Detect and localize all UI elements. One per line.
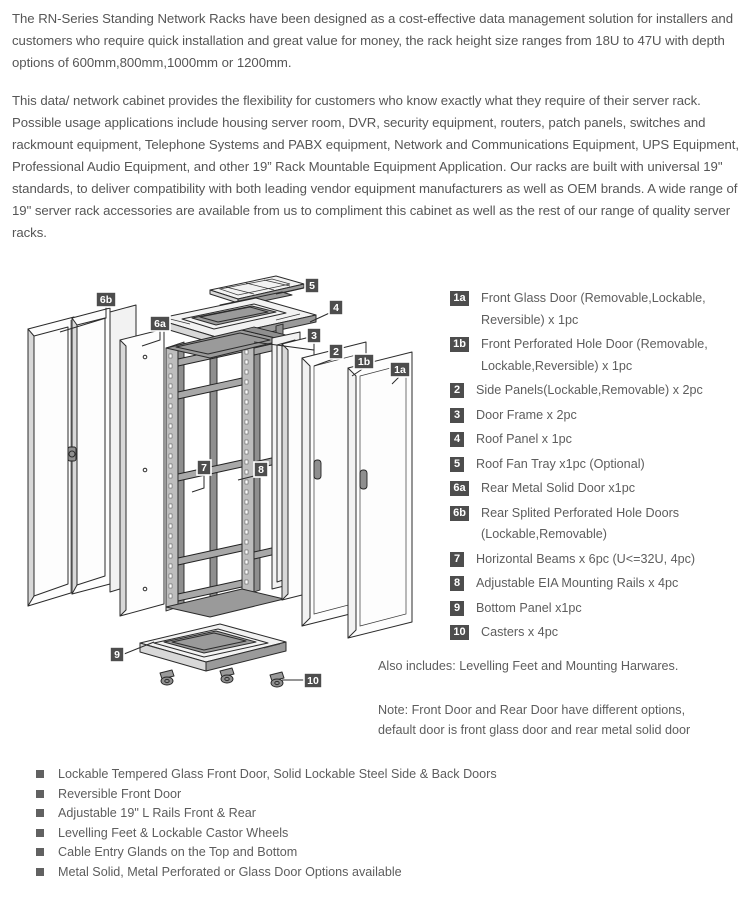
notes-section (378, 656, 738, 740)
legend-label-10: Casters x 4pc (481, 625, 558, 639)
legend-badge-6b: 6b (450, 506, 469, 521)
legend-label-5: Roof Fan Tray x1pc (Optional) (476, 456, 645, 471)
legend-badge-1a: 1a (450, 291, 469, 306)
legend-item-5 (450, 454, 746, 476)
callout-3 (307, 328, 321, 343)
legend-badge-9: 9 (450, 601, 464, 616)
parts-legend (450, 288, 746, 647)
callout-9 (110, 647, 124, 662)
legend-item-2 (450, 380, 746, 402)
svg-text:5: 5 (309, 280, 315, 292)
feature-label: Adjustable 19" L Rails Front & Rear (58, 806, 256, 820)
legend-badge-2: 2 (450, 383, 464, 398)
callout-8 (254, 462, 268, 477)
svg-text:3: 3 (311, 330, 317, 342)
legend-label-1b: Front Perforated Hole Door (Removable, Lockable,Reversible) x 1pc (481, 337, 708, 373)
legend-item-4 (450, 429, 746, 451)
callout-1b (354, 354, 374, 369)
square-bullet-icon (36, 829, 44, 837)
legend-item-10 (450, 622, 746, 644)
exploded-rack-diagram (14, 262, 454, 702)
square-bullet-icon (36, 809, 44, 817)
features-list (36, 765, 676, 882)
svg-text:6b: 6b (99, 294, 113, 306)
legend-item-6a (450, 478, 746, 500)
legend-badge-8: 8 (450, 576, 464, 591)
caster-1 (160, 670, 174, 685)
legend-item-1a (450, 288, 746, 331)
feature-label: Lockable Tempered Glass Front Door, Solid Lockable Steel Side & Back Doors (58, 767, 497, 781)
callout-7 (197, 460, 211, 475)
callout-10 (304, 673, 322, 688)
legend-label-3: Door Frame x 2pc (476, 407, 577, 422)
door-options-note-line1: Note: Front Door and Rear Door have different options, (378, 703, 686, 717)
feature-label: Metal Solid, Metal Perforated or Glass Door Options available (58, 864, 402, 879)
caster-3 (270, 672, 284, 687)
svg-text:10: 10 (307, 675, 319, 687)
callout-6a (150, 316, 170, 331)
legend-label-1a: Front Glass Door (Removable,Lockable, Reversible) x 1pc (481, 291, 706, 327)
svg-text:7: 7 (201, 462, 207, 474)
feature-item (36, 804, 676, 824)
legend-badge-7: 7 (450, 552, 464, 567)
callout-1a (390, 362, 410, 377)
legend-label-8: Adjustable EIA Mounting Rails x 4pc (476, 576, 679, 590)
square-bullet-icon (36, 868, 44, 876)
legend-item-3 (450, 405, 746, 427)
legend-item-6b (450, 503, 746, 546)
feature-label: Cable Entry Glands on the Top and Bottom (58, 845, 298, 859)
door-options-note-line2: default door is front glass door and rear metal solid door (378, 723, 691, 737)
feature-item (36, 785, 676, 805)
feature-label: Reversible Front Door (58, 786, 182, 801)
part-front-glass-door (348, 352, 412, 638)
feature-item (36, 843, 676, 863)
svg-text:1a: 1a (394, 364, 406, 376)
legend-label-9: Bottom Panel x1pc (476, 600, 582, 615)
also-includes-note: Also includes: Levelling Feet and Mounting Harwares. (378, 659, 679, 673)
legend-badge-1b: 1b (450, 337, 469, 352)
legend-label-4: Roof Panel x 1pc (476, 432, 572, 446)
legend-item-9 (450, 598, 746, 620)
part-rear-solid-door (120, 329, 164, 616)
legend-badge-4: 4 (450, 432, 464, 447)
svg-text:4: 4 (333, 302, 339, 314)
legend-item-1b (450, 334, 746, 377)
legend-badge-5: 5 (450, 457, 464, 472)
callout-2 (329, 344, 343, 359)
part-bottom-panel (140, 624, 286, 671)
square-bullet-icon (36, 770, 44, 778)
callout-4 (329, 300, 343, 315)
legend-badge-3: 3 (450, 408, 464, 423)
feature-label: Levelling Feet & Lockable Castor Wheels (58, 825, 289, 840)
legend-label-6a: Rear Metal Solid Door x1pc (481, 481, 635, 495)
legend-label-6b: Rear Splited Perforated Hole Doors (Lockable,Removable) (481, 505, 680, 541)
feature-item (36, 765, 676, 785)
square-bullet-icon (36, 848, 44, 856)
svg-text:2: 2 (333, 346, 339, 358)
callout-5 (305, 278, 319, 293)
intro-section (12, 8, 740, 260)
legend-item-8 (450, 573, 746, 595)
legend-label-2: Side Panels(Lockable,Removable) x 2pc (476, 383, 703, 397)
svg-text:9: 9 (114, 649, 120, 661)
feature-item (36, 863, 676, 883)
intro-paragraph-2: This data/ network cabinet provides the flexibility for customers who know exactly what they require of their server rack. Possible usage applications include housing server room, DVR, security equipment, routers, patch panels, switches and rackmount equipment, Telephone Systems and PABX equipment, Network and Communications Equipment, UPS Equipment, Professional Audio Equipment, and other 19” Rack Mountable Equipment Application. Our racks are built with universal 19" standards, to deliver compatibility with both leading vendor equipment manufacturers as well as OEM brands. A wide range of 19" server rack accessories are available from us to compliment this cabinet as well as the rest of our range of quality server racks. (12, 93, 739, 240)
legend-item-7 (450, 549, 746, 571)
part-rack-frame (166, 324, 290, 617)
feature-item (36, 824, 676, 844)
square-bullet-icon (36, 790, 44, 798)
svg-text:6a: 6a (154, 318, 166, 330)
legend-label-7: Horizontal Beams x 6pc (U<=32U, 4pc) (476, 551, 696, 566)
caster-2 (220, 668, 234, 683)
callout-6b (96, 292, 116, 307)
legend-badge-10: 10 (450, 625, 469, 640)
intro-paragraph-1: The RN-Series Standing Network Racks have been designed as a cost-effective data management solution for installers and customers who require quick installation and great value for money, the rack height size ranges from 18U to 47U with depth options of 600mm,800mm,1000mm or 1200mm. (12, 11, 733, 70)
svg-text:8: 8 (258, 464, 264, 476)
legend-badge-6a: 6a (450, 481, 469, 496)
svg-text:1b: 1b (357, 356, 371, 368)
part-casters (160, 668, 284, 687)
